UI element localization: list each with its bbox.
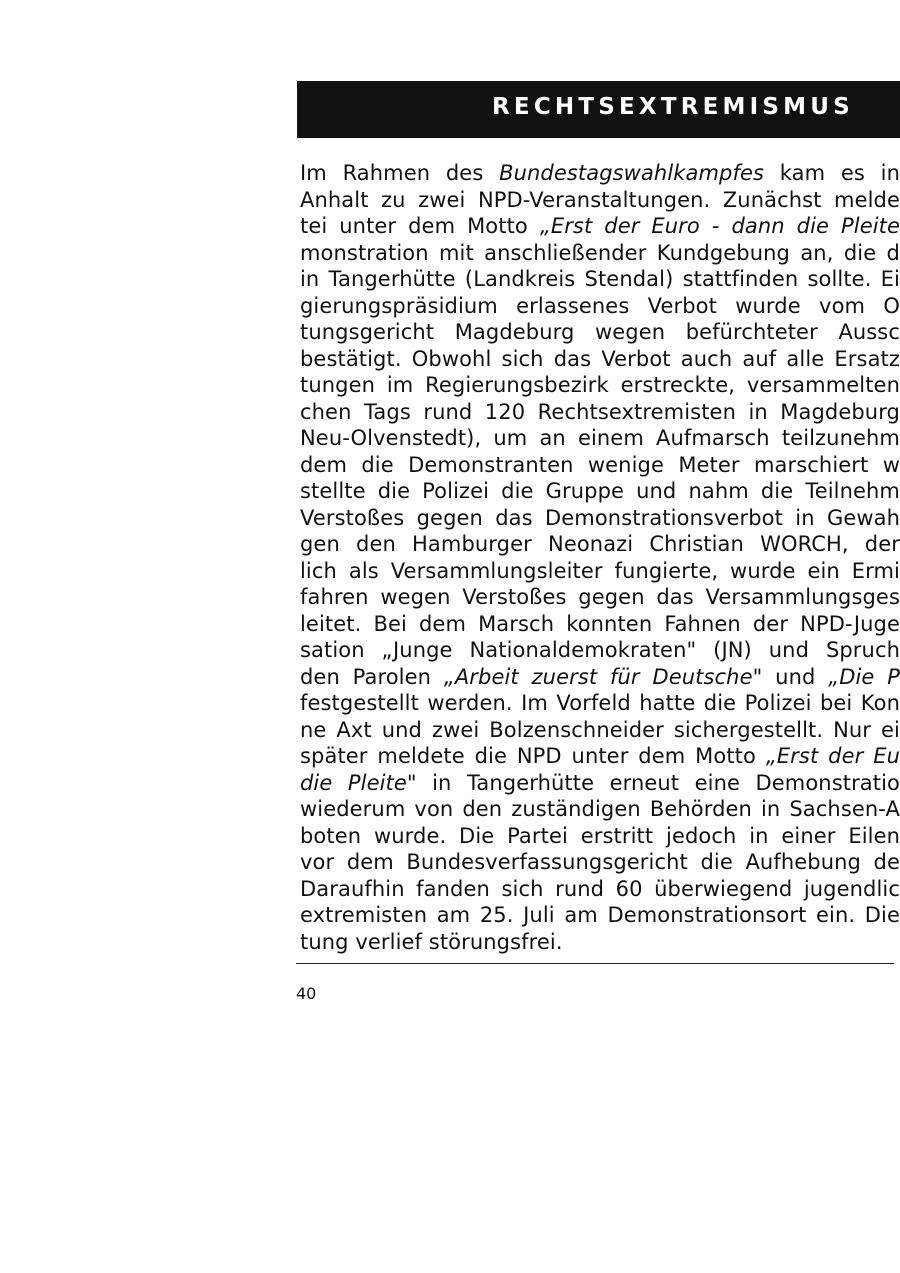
text-segment: tungsgericht Magdeburg wegen befürchteter Aussc (300, 320, 900, 344)
text-segment: tei unter dem Motto (300, 214, 540, 238)
text-segment: tung verlief störungsfrei. (300, 929, 563, 954)
italic-text-segment: die Pleite" (300, 770, 417, 795)
text-segment: Anhalt zu zwei NPD-Veranstaltungen. Zunächst melde (300, 187, 900, 212)
text-line (300, 823, 900, 850)
text-line (300, 558, 900, 585)
text-segment: und (762, 664, 829, 689)
text-segment: den Parolen (300, 664, 444, 689)
text-line (300, 902, 900, 929)
text-segment: boten wurde. Die Partei erstritt jedoch in einer Eilen (300, 823, 900, 848)
text-line (300, 770, 900, 797)
text-segment: in Tangerhütte erneut eine Demonstratio (416, 770, 900, 795)
body-paragraph (300, 160, 900, 955)
text-segment: vor dem Bundesverfassungsgericht die Aufhebung de (300, 850, 900, 874)
text-segment: bestätigt. Obwohl sich das Verbot auch auf alle Ersatz (300, 346, 900, 371)
text-line (300, 240, 900, 267)
text-segment: gen den Hamburger Neonazi Christian WORCH, der (300, 532, 900, 556)
text-line (300, 796, 900, 823)
text-segment: monstration mit anschließender Kundgebung an, die d (300, 240, 900, 265)
text-segment: stellte die Polizei die Gruppe und nahm die Teilnehm (300, 479, 900, 503)
text-line (300, 611, 900, 638)
text-line (300, 478, 900, 505)
text-segment: lich als Versammlungsleiter fungierte, wurde ein Ermi (300, 558, 900, 583)
italic-text-segment: „Die P (828, 664, 900, 689)
text-segment: wiederum von den zuständigen Behörden in Sachsen-A (300, 797, 900, 821)
text-line (300, 346, 900, 373)
footer-divider (296, 963, 894, 964)
text-line (300, 187, 900, 214)
text-line (300, 849, 900, 876)
text-line (300, 319, 900, 346)
section-header-bar (297, 81, 900, 138)
italic-text-segment: „Arbeit zuerst für Deutsche" (443, 664, 763, 689)
text-segment: ne Axt und zwei Bolzenschneider sichergestellt. Nur ei (300, 717, 900, 742)
text-segment: tungen im Regierungsbezirk erstreckte, versammelten (300, 373, 900, 397)
text-line (300, 505, 900, 532)
text-segment: in Tangerhütte (Landkreis Stendal) stattfinden sollte. Ei (300, 267, 900, 291)
text-line (300, 425, 900, 452)
text-line (300, 160, 900, 187)
text-segment: später meldete die NPD unter dem Motto (300, 744, 766, 768)
italic-text-segment: „Erst der Eu (765, 744, 900, 768)
text-segment: chen Tags rund 120 Rechtsextremisten in Magdeburg (300, 399, 900, 424)
text-segment: leitet. Bei dem Marsch konnten Fahnen der NPD-Juge (300, 611, 900, 636)
text-line (300, 213, 900, 240)
text-line (300, 929, 900, 956)
text-segment: kam es in (764, 161, 900, 185)
text-segment: Im Rahmen des (300, 161, 500, 185)
text-line (300, 399, 900, 426)
text-segment: Neu-Olvenstedt), um an einem Aufmarsch teilzunehm (300, 426, 900, 450)
text-line (300, 584, 900, 611)
page-number: 40 (296, 984, 317, 1003)
text-segment: Daraufhin fanden sich rund 60 überwiegend jugendlic (300, 876, 900, 901)
text-line (300, 531, 900, 558)
text-line (300, 266, 900, 293)
text-line (300, 690, 900, 717)
text-segment: sation „Junge Nationaldemokraten" (JN) und Spruch (300, 638, 900, 662)
text-segment: Verstoßes gegen das Demonstrationsverbot in Gewah (300, 505, 900, 530)
text-line (300, 717, 900, 744)
text-line (300, 293, 900, 320)
text-line (300, 876, 900, 903)
text-segment: dem die Demonstranten wenige Meter marschiert w (300, 452, 900, 477)
text-segment: extremisten am 25. Juli am Demonstrationsort ein. Die (300, 903, 900, 927)
text-segment: festgestellt werden. Im Vorfeld hatte die Polizei bei Kon (300, 691, 900, 715)
text-line (300, 452, 900, 479)
text-line (300, 372, 900, 399)
text-segment: gierungspräsidium erlassenes Verbot wurde vom O (300, 293, 900, 318)
italic-text-segment: „Erst der Euro - dann die Pleite (539, 214, 900, 238)
section-title: RECHTSEXTREMISMUS (492, 94, 854, 120)
text-line (300, 637, 900, 664)
text-line (300, 743, 900, 770)
text-segment: fahren wegen Verstoßes gegen das Versammlungsges (300, 585, 900, 609)
text-line (300, 664, 900, 691)
italic-text-segment: Bundestagswahlkampfes (499, 161, 765, 185)
